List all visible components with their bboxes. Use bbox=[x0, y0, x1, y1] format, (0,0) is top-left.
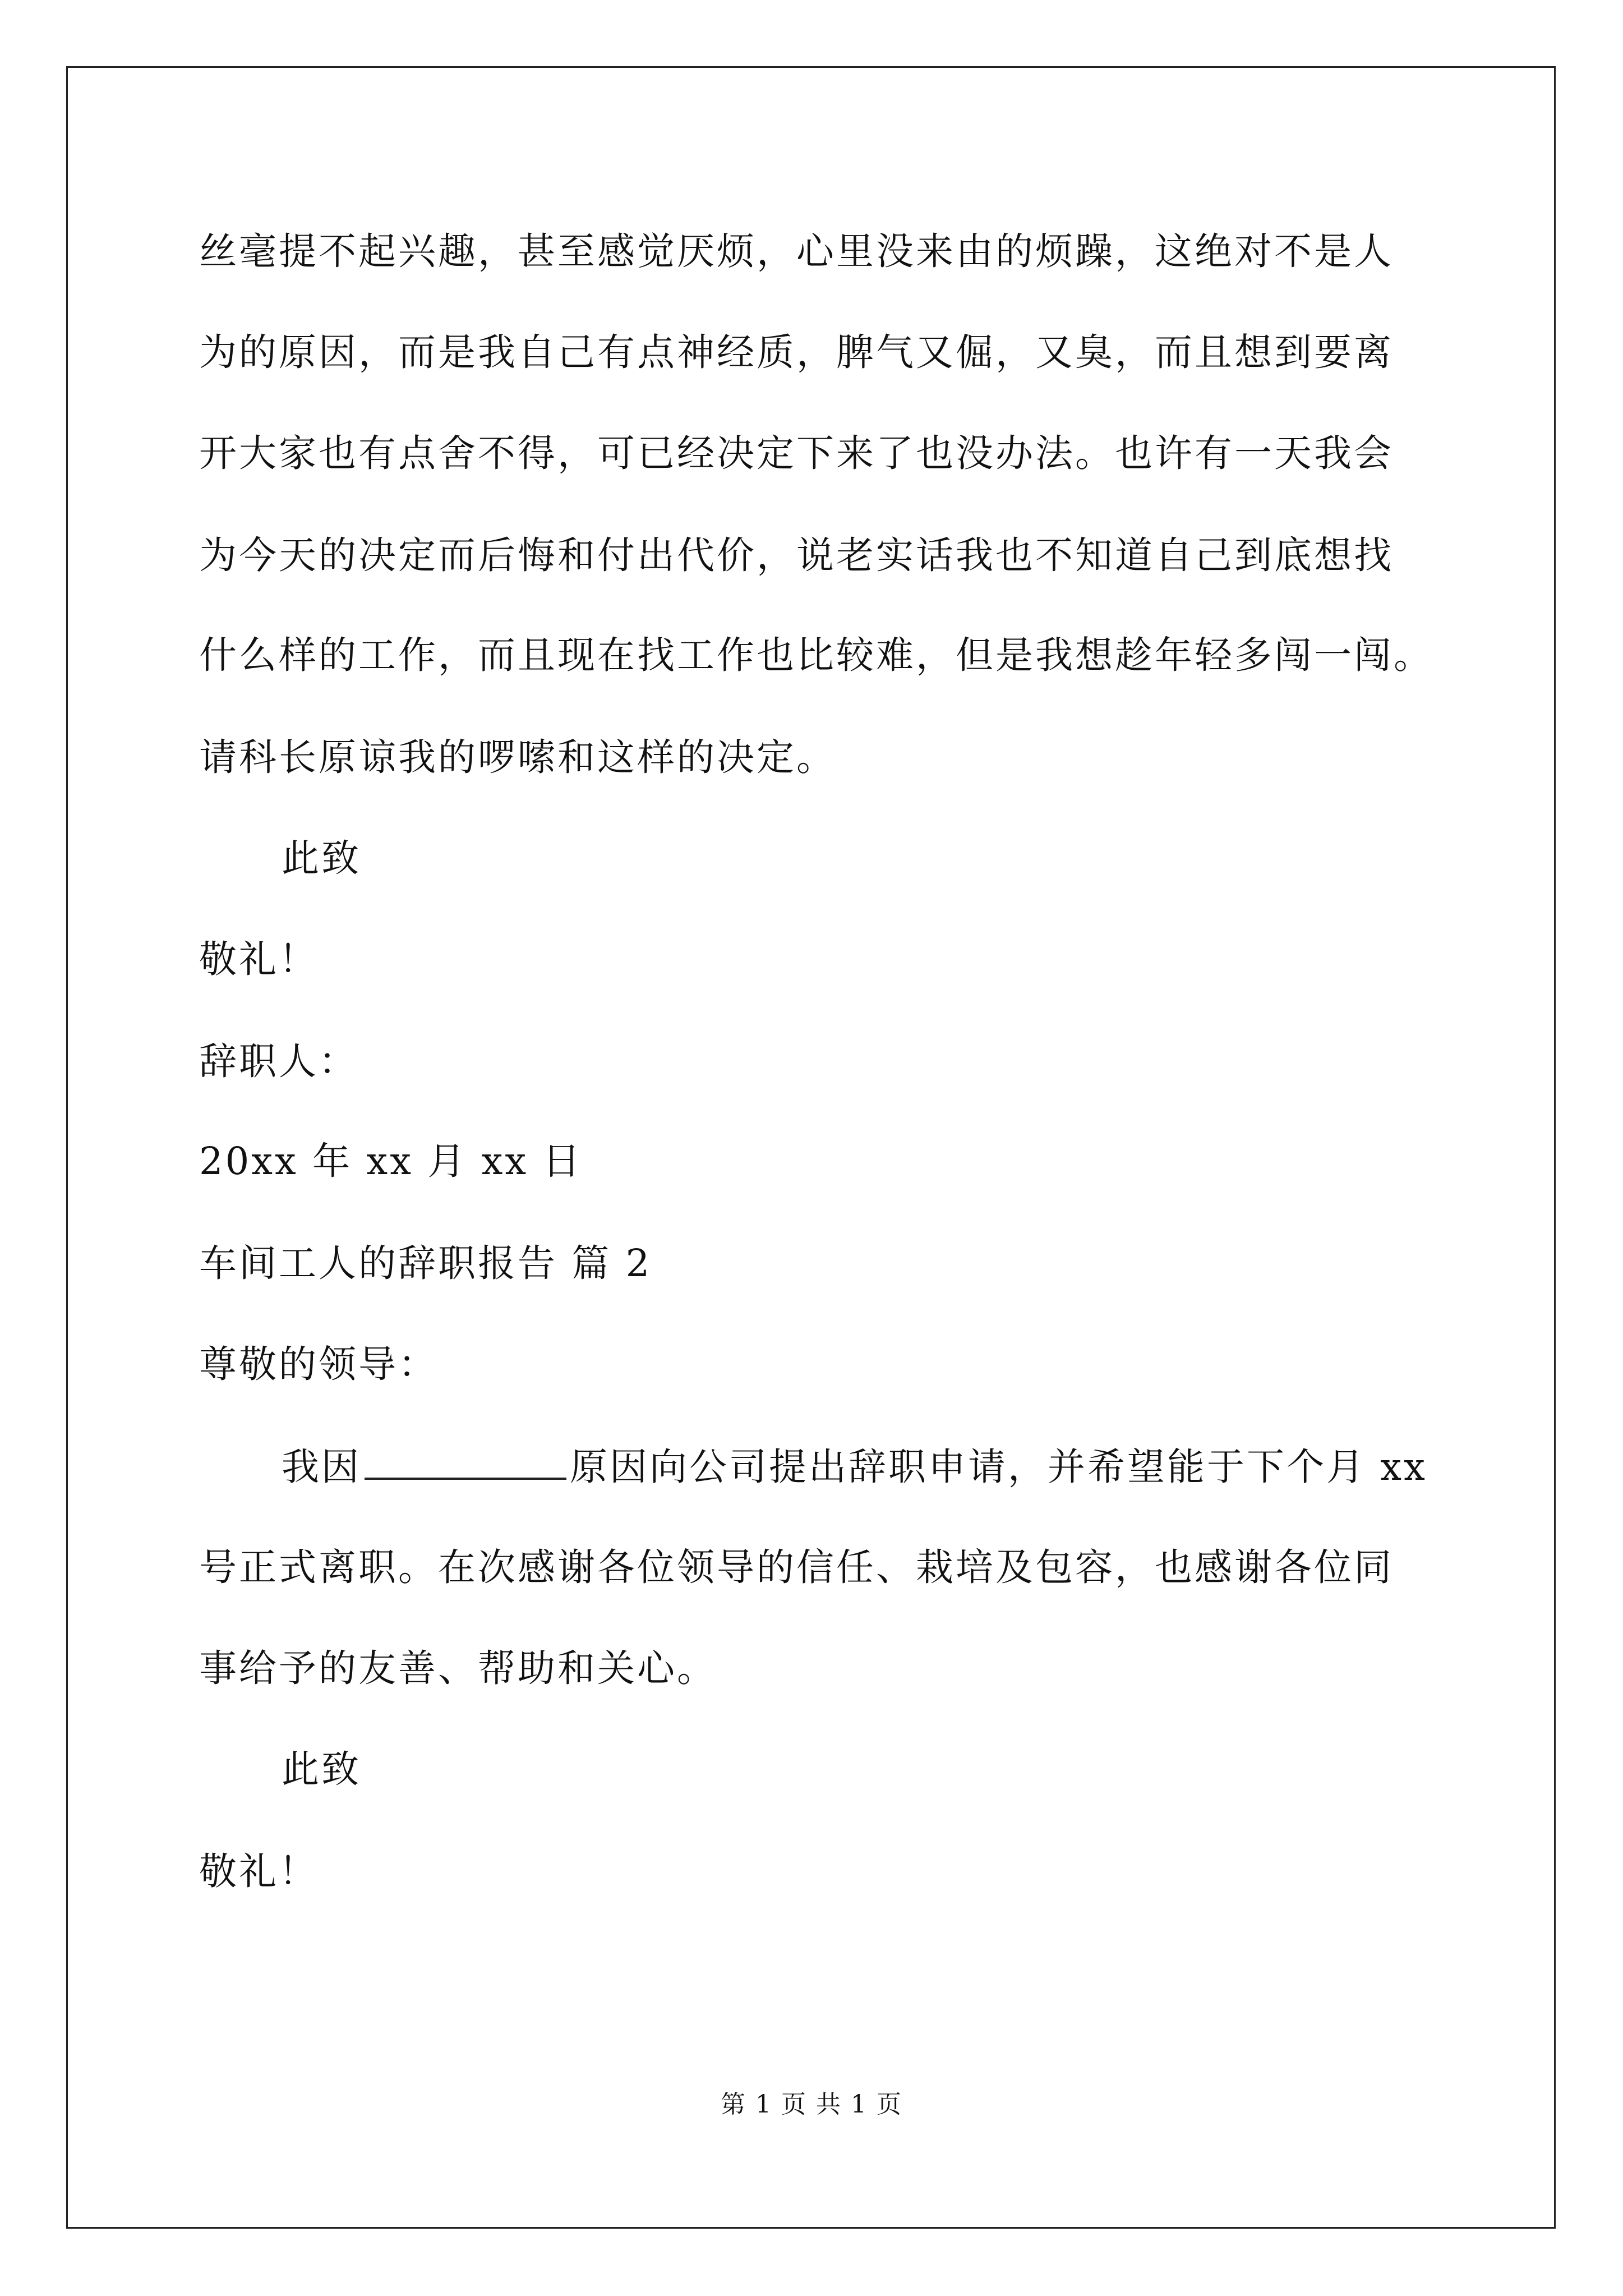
salute-1: 敬礼！ bbox=[199, 937, 319, 981]
fill-in-blank bbox=[365, 1444, 566, 1480]
body2-line-1-suffix: 原因向公司提出辞职申请，并希望能于下个月 xx bbox=[570, 1445, 1427, 1489]
body2-line-3: 事给予的友善、帮助和关心。 bbox=[199, 1646, 717, 1690]
salute-2: 敬礼！ bbox=[199, 1849, 319, 1893]
body2-line-1 bbox=[282, 1444, 1427, 1489]
page-footer: 第 1 页 共 1 页 bbox=[721, 2090, 902, 2119]
body-line-3: 开大家也有点舍不得，可已经决定下来了也没办法。也许有一天我会 bbox=[199, 431, 1394, 475]
closing-1: 此致 bbox=[282, 836, 361, 880]
greeting: 尊敬的领导： bbox=[199, 1342, 438, 1386]
body-line-6: 请科长原谅我的啰嗦和这样的决定。 bbox=[199, 735, 836, 779]
body2-line-1-prefix: 我因 bbox=[282, 1445, 361, 1489]
date-line: 20xx 年 xx 月 xx 日 bbox=[199, 1139, 583, 1183]
body-line-4: 为今天的决定而后悔和付出代价，说老实话我也不知道自己到底想找 bbox=[199, 533, 1394, 577]
section-title: 车间工人的辞职报告 篇 2 bbox=[199, 1241, 652, 1285]
body-line-1: 丝毫提不起兴趣，甚至感觉厌烦，心里没来由的烦躁，这绝对不是人 bbox=[199, 229, 1394, 273]
body-line-2: 为的原因，而是我自己有点神经质，脾气又倔，又臭，而且想到要离 bbox=[199, 330, 1394, 374]
body2-line-2: 号正式离职。在次感谢各位领导的信任、栽培及包容，也感谢各位同 bbox=[199, 1545, 1394, 1589]
body-line-5: 什么样的工作，而且现在找工作也比较难，但是我想趁年轻多闯一闯。 bbox=[199, 633, 1433, 677]
closing-2: 此致 bbox=[282, 1747, 361, 1791]
signer-label: 辞职人： bbox=[199, 1039, 358, 1083]
